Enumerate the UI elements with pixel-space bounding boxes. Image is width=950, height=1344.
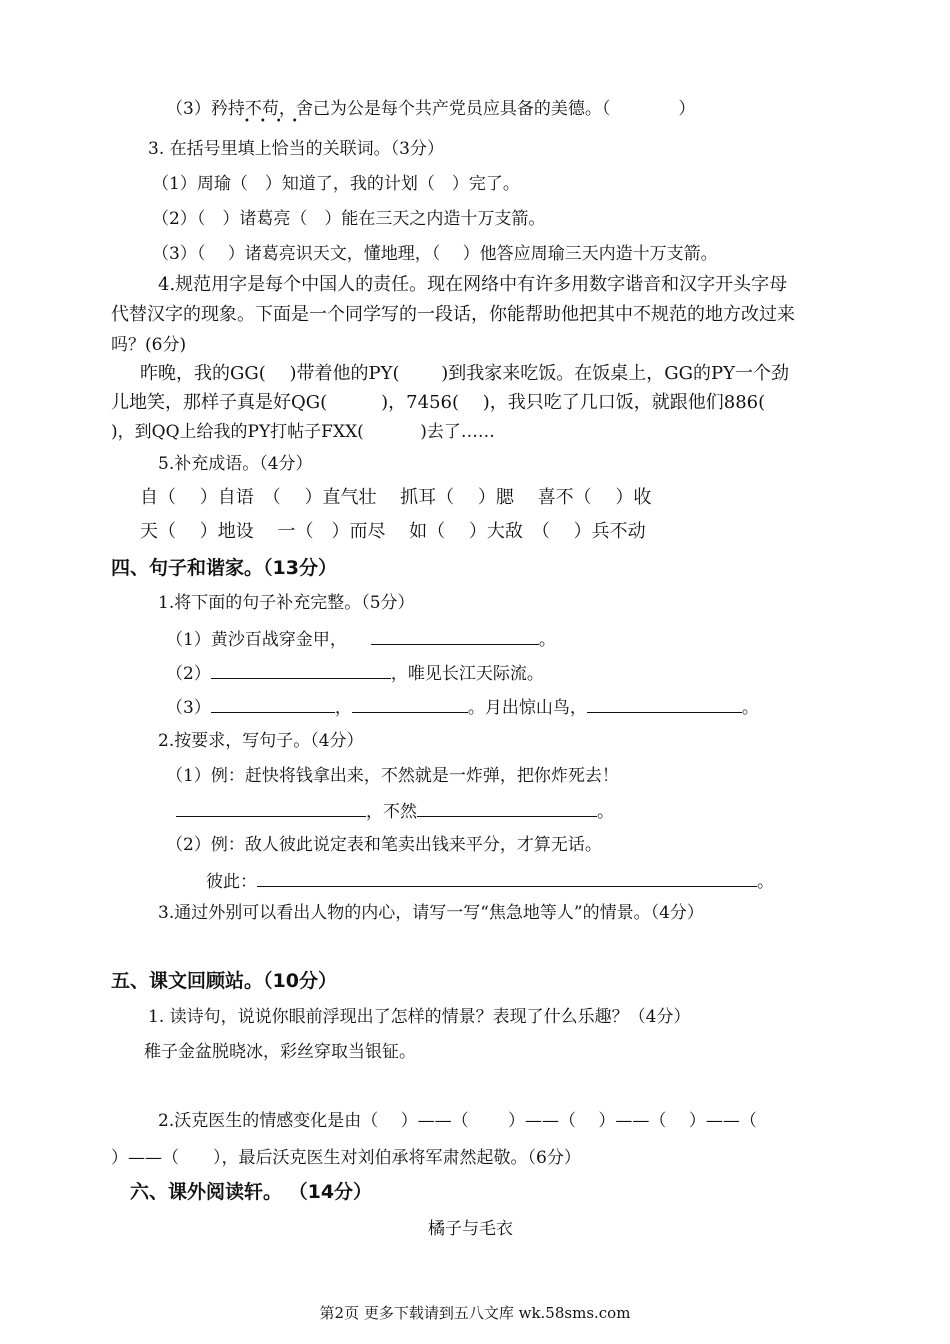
q4-paragraph-line-1: 昨晚，我的GG( )带着他的PY( )到我家来吃饭。在饭桌上，GG的PY一个劲 bbox=[140, 363, 790, 384]
answer-blank[interactable] bbox=[257, 869, 757, 887]
answer-blank[interactable] bbox=[352, 695, 468, 713]
answer-blank[interactable] bbox=[211, 661, 391, 679]
s5-poem: 稚子金盆脱晓冰，彩丝穿取当银钲。 bbox=[144, 1042, 416, 1062]
q2-item-3: （3）矜持不苟，舍己为公是每个共产党员应具备的美德。（ ） •••• bbox=[166, 99, 696, 127]
answer-blank[interactable] bbox=[417, 799, 597, 817]
q4-title-line-1: 4.规范用字是每个中国人的责任。现在网络中有许多用数字谐音和汉字开头字母 bbox=[158, 274, 788, 295]
s4-q1-item-2: （2） ，唯见长江天际流。 bbox=[166, 661, 544, 685]
q4-title-line-3: 吗？(6分) bbox=[111, 335, 187, 355]
s4-q2-item-1: （1）例：赶快将钱拿出来，不然就是一炸弹，把你炸死去！ bbox=[166, 766, 619, 786]
s5-q2-line-1: 2.沃克医生的情感变化是由（ ）——（ ）——（ ）——（ ）——（ bbox=[158, 1111, 757, 1131]
s4-q2-item-1-answer: ，不然 。 bbox=[176, 799, 614, 823]
s5-q1: 1. 读诗句，说说你眼前浮现出了怎样的情景？表现了什么乐趣？（4分） bbox=[148, 1007, 691, 1027]
s4-q1-item-3: （3） ， 。月出惊山鸟， 。 bbox=[166, 695, 759, 719]
q4-paragraph-line-3: )，到QQ上给我的PY打帖子FXX( )去了…… bbox=[111, 422, 495, 442]
page-footer: 第2页 更多下载请到五八文库 wk.58sms.com bbox=[319, 1304, 631, 1322]
section-5-title: 五、课文回顾站。（10分） bbox=[111, 970, 337, 992]
q4-title-line-2: 代替汉字的现象。下面是一个同学写的一段话，你能帮助他把其中不规范的地方改过来 bbox=[111, 304, 795, 325]
s4-q2-title: 2.按要求，写句子。（4分） bbox=[158, 731, 364, 751]
s4-q3: 3.通过外别可以看出人物的内心，请写一写“焦急地等人”的情景。（4分） bbox=[158, 903, 704, 923]
s5-q2-line-2: ）——（ ），最后沃克医生对刘伯承将军肃然起敬。（6分） bbox=[111, 1148, 581, 1168]
s4-q2-item-2: （2）例：敌人彼此说定表和笔卖出钱来平分，才算无话。 bbox=[166, 835, 602, 855]
answer-blank[interactable] bbox=[587, 695, 742, 713]
s4-q2-item-2-answer: 彼此： 。 bbox=[206, 869, 774, 893]
q5-idioms-row-1: 自（ ）自语 （ ）直气壮 抓耳（ ）腮 喜不（ ）收 bbox=[140, 487, 652, 508]
answer-blank[interactable] bbox=[176, 799, 366, 817]
q3-item-3: （3）（ ）诸葛亮识天文，懂地理，（ ）他答应周瑜三天内造十万支箭。 bbox=[152, 244, 718, 264]
q3-item-2: （2）（ ）诸葛亮（ ）能在三天之内造十万支箭。 bbox=[152, 209, 546, 229]
q4-paragraph-line-2: 儿地笑，那样子真是好QG( )，7456( )，我只吃了几口饭，就跟他们886( bbox=[111, 392, 766, 413]
emphasis-dots: •••• bbox=[244, 116, 308, 127]
answer-blank[interactable] bbox=[211, 695, 335, 713]
q5-idioms-row-2: 天（ ）地设 一（ ）而尽 如（ ）大敌 （ ）兵不动 bbox=[140, 521, 646, 542]
q5-title: 5.补充成语。（4分） bbox=[158, 454, 313, 474]
answer-blank[interactable] bbox=[371, 627, 539, 645]
story-title: 橘子与毛衣 bbox=[428, 1219, 513, 1239]
q3-title: 3. 在括号里填上恰当的关联词。（3分） bbox=[148, 139, 444, 159]
s4-q1-item-1: （1）黄沙百战穿金甲， 。 bbox=[166, 627, 556, 651]
section-6-title: 六、课外阅读轩。 （14分） bbox=[130, 1181, 373, 1203]
q3-item-1: （1）周瑜（ ）知道了，我的计划（ ）完了。 bbox=[152, 174, 520, 194]
s4-q1-title: 1.将下面的句子补充完整。（5分） bbox=[158, 593, 415, 613]
section-4-title: 四、句子和谐家。（13分） bbox=[111, 557, 337, 579]
